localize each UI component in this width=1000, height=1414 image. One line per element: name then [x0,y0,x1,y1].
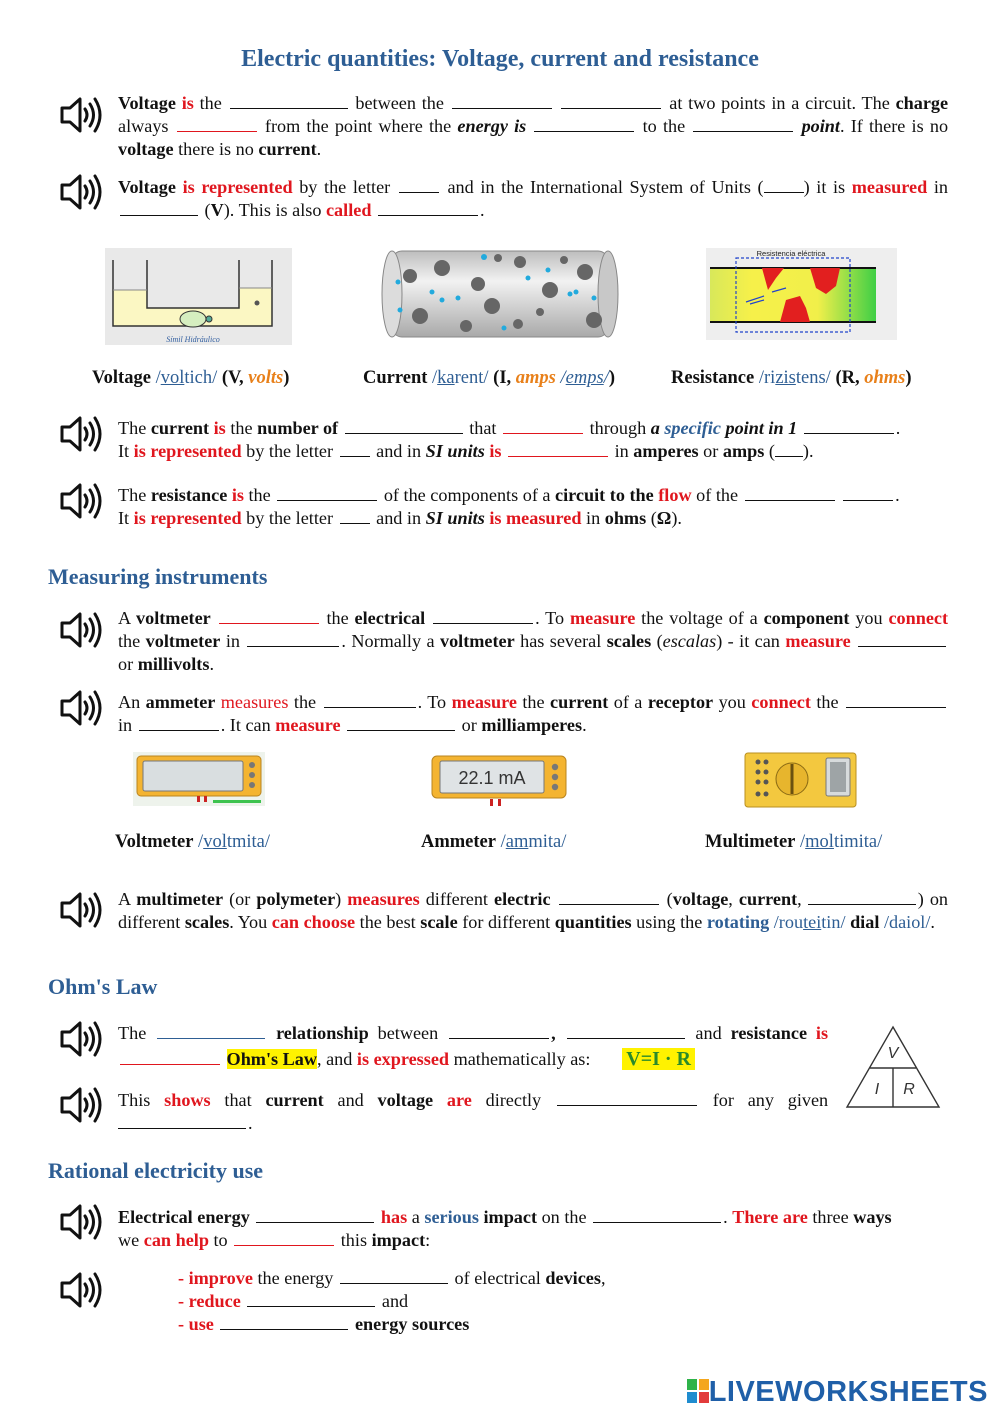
ammeter-image [430,752,568,810]
blank-input[interactable] [843,486,893,501]
speaker-icon[interactable] [58,414,104,454]
blank-input[interactable] [247,1292,375,1307]
paragraph-resistance-definition: The resistance is the of the components of a circuit to the flow of the . It is represented by the letter and in SI units is measured in ohms (Ω). [118,485,900,528]
blank-input[interactable] [340,509,370,524]
caption-current: Current /karent/ (I, amps /emps/) [363,368,615,388]
blank-input[interactable] [557,1091,697,1106]
paragraph-current-definition: The current is the number of that through a specific point in 1 . It is represented by the letter and in SI units is in amperes or amps ( ). [118,418,901,461]
blank-input[interactable] [256,1208,374,1223]
ohms-law-formula: V=I · R [622,1048,695,1070]
blank-input[interactable] [234,1231,334,1246]
blank-input[interactable] [775,442,803,457]
blank-input[interactable] [764,178,804,193]
blank-input[interactable] [247,632,339,647]
speaker-icon[interactable] [58,1085,104,1125]
blank-input[interactable] [858,632,946,647]
blank-input[interactable] [449,1024,549,1039]
speaker-icon[interactable] [58,890,104,930]
blank-input[interactable] [534,117,634,132]
blank-input[interactable] [230,94,348,109]
blank-input[interactable] [118,1114,246,1129]
blank-input[interactable] [157,1024,265,1039]
list-item: - reduce and [178,1291,409,1311]
blank-input[interactable] [452,94,552,109]
speaker-icon[interactable] [58,95,104,135]
current-tube-image [380,248,620,340]
ways-list [178,1267,606,1336]
hydraulic-label: Símil Hidráulico [166,335,220,344]
section-heading-ohms-law: Ohm's Law [48,974,158,999]
speaker-icon[interactable] [58,610,104,650]
multimeter-image [744,752,857,808]
voltmeter-image [133,752,265,806]
blank-input[interactable] [508,442,608,457]
speaker-icon[interactable] [58,172,104,212]
blank-input[interactable] [399,178,439,193]
blank-input[interactable] [804,419,894,434]
blank-input[interactable] [433,609,533,624]
paragraph-voltmeter: A voltmeter the electrical . To measure the voltage of a component you connect the voltmeter in . Normally a voltmeter has several scales (escalas) - it can measure or millivolts. [118,608,949,674]
paragraph-ammeter: An ammeter measures the . To measure the current of a receptor you connect the in . It can measure or milliamperes. [118,691,948,737]
caption-multimeter: Multimeter /moltimita/ [705,832,883,852]
blank-input[interactable] [559,890,659,905]
caption-voltage: Voltage /voltich/ (V, volts) [92,368,290,388]
blank-input[interactable] [567,1024,685,1039]
paragraph-direct-relationship: This shows that current and voltage are directly for any given . [118,1090,829,1133]
speaker-icon[interactable] [58,481,104,521]
blank-input[interactable] [120,201,198,216]
triangle-v: V [887,1045,899,1062]
paragraph-voltage-representation: Voltage is represented by the letter and in the International System of Units ( ) it is measured in (V). This is also called . [118,177,948,220]
list-item: - use energy sources [178,1314,470,1334]
list-item: - improve the energy of electrical devices, [178,1268,606,1288]
blank-input[interactable] [277,486,377,501]
paragraph-electrical-energy: Electrical energy has a serious impact on the . There are three ways we can help to this impact: [118,1207,892,1250]
paragraph-ohms-law: The relationship between , and resistance is Ohm's Law, and is expressed mathematically as: V=I · R [118,1023,829,1070]
blank-input[interactable] [177,117,257,132]
blank-input[interactable] [378,201,478,216]
page-title: Electric quantities: Voltage, current and resistance [241,46,759,72]
triangle-i: I [874,1081,880,1098]
caption-resistance: Resistance /rizistens/ (R, ohms) [671,368,912,388]
hydraulic-analogy-image [105,248,292,345]
caption-ammeter: Ammeter /ammita/ [421,832,567,852]
ohms-law-triangle [844,1024,942,1110]
logo-text: LIVEWORKSHEETS [708,1376,988,1408]
blank-input[interactable] [220,1315,348,1330]
resistance-image-label: Resistencia eléctrica [756,249,826,258]
ammeter-display-value: 22.1 mA [458,768,526,788]
blank-input[interactable] [593,1208,721,1223]
logo-icon [687,1379,709,1403]
blank-input[interactable] [120,1050,220,1065]
blank-input[interactable] [846,693,946,708]
blank-input[interactable] [219,609,319,624]
paragraph-voltage-definition: Voltage is the between the at two points in a circuit. The charge always from the point where the energy is to the point. If there is no voltage there is no current. [118,93,949,159]
speaker-icon[interactable] [58,688,104,728]
resistance-image [706,248,897,340]
blank-input[interactable] [745,486,835,501]
blank-input[interactable] [340,442,370,457]
triangle-r: R [903,1081,915,1098]
speaker-icon[interactable] [58,1019,104,1059]
blank-input[interactable] [340,1269,448,1284]
blank-input[interactable] [808,890,916,905]
section-heading-measuring: Measuring instruments [48,564,268,589]
blank-input[interactable] [347,716,455,731]
speaker-icon[interactable] [58,1270,104,1310]
blank-input[interactable] [693,117,793,132]
blank-input[interactable] [139,716,219,731]
section-heading-rational-use: Rational electricity use [48,1158,264,1183]
blank-input[interactable] [503,419,583,434]
speaker-icon[interactable] [58,1202,104,1242]
caption-voltmeter: Voltmeter /voltmita/ [115,832,270,852]
blank-input[interactable] [324,693,416,708]
paragraph-multimeter: A multimeter (or polymeter) measures different electric (voltage, current, ) on different scales. You can choose the best scale for different quantities using the rotating /routeitin/ dial /daiol/. [118,889,949,932]
liveworksheets-logo[interactable] [687,1376,988,1409]
blank-input[interactable] [345,419,463,434]
blank-input[interactable] [561,94,661,109]
